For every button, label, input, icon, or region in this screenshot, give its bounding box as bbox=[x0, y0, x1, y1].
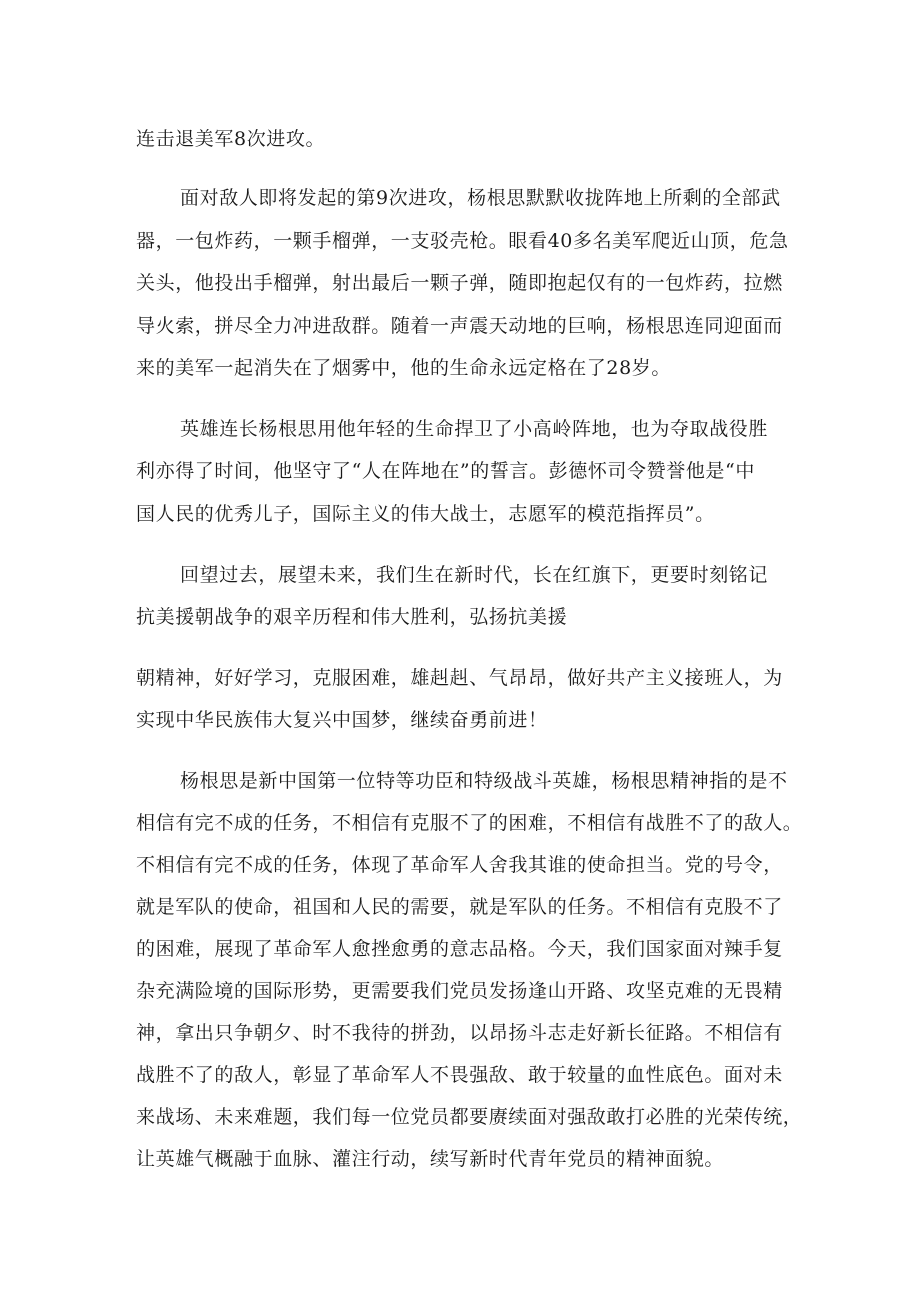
text-line: 抗美援朝战争的艰辛历程和伟大胜利，弘扬抗美援 bbox=[136, 606, 568, 628]
text-line: 英雄连长杨根思用他年轻的生命捍卫了小高岭阵地，也为夺取战役胜 bbox=[180, 418, 769, 440]
text-line: 神，拿出只争朝夕、时不我待的拼劲，以昂扬斗志走好新长征路。不相信有 bbox=[136, 1022, 783, 1044]
text-line: 利亦得了时间，他坚守了“人在阵地在”的誓言。彭德怀司令赞誉他是“中 bbox=[136, 460, 755, 482]
text-line: 回望过去，展望未来，我们生在新时代，长在红旗下，更要时刻铭记 bbox=[180, 564, 769, 586]
text-line: 朝精神，好好学习，克服困难，雄赳赳、气昂昂，做好共产主义接班人，为 bbox=[136, 667, 783, 689]
text-line: 的困难，展现了革命军人愈挫愈勇的意志品格。今天，我们国家面对辣手复 bbox=[136, 938, 783, 960]
text-line: 导火索，拼尽全力冲进敌群。随着一声震天动地的巨响，杨根思连同迎面而 bbox=[136, 315, 783, 337]
text-line: 器，一包炸药，一颗手榴弹，一支驳壳枪。眼看40多名美军爬近山顶，危急 bbox=[136, 230, 789, 252]
text-line: 不相信有完不成的任务，体现了革命军人舍我其谁的使命担当。党的号令， bbox=[136, 854, 783, 876]
text-line: 关头，他投出手榴弹，射出最后一颗子弹，随即抱起仅有的一包炸药，拉燃 bbox=[136, 272, 783, 294]
text-line: 面对敌人即将发起的第9次进攻，杨根思默默收拢阵地上所剩的全部武 bbox=[180, 187, 781, 209]
text-line: 就是军队的使命，祖国和人民的需要，就是军队的任务。不相信有克股不了 bbox=[136, 896, 783, 918]
text-line: 战胜不了的敌人，彰显了革命军人不畏强敌、敢于较量的血性底色。面对未 bbox=[136, 1064, 783, 1086]
text-line: 让英雄气概融于血脉、灌注行动，续写新时代青年党员的精神面貌。 bbox=[136, 1148, 725, 1170]
text-line: 相信有完不成的任务，不相信有克服不了的困难，不相信有战胜不了的敌人。 bbox=[136, 812, 803, 834]
text-line: 杂充满险境的国际形势，更需要我们党员发扬逢山开路、攻坚克难的无畏精 bbox=[136, 980, 783, 1002]
text-line: 来战场、未来难题，我们每一位党员都要赓续面对强敌敢打必胜的光荣传统， bbox=[136, 1106, 803, 1128]
text-line: 杨根思是新中国第一位特等功臣和特级战斗英雄，杨根思精神指的是不 bbox=[180, 770, 788, 792]
text-line: 国人民的优秀儿子，国际主义的伟大战士，志愿军的模范指挥员”。 bbox=[136, 503, 715, 525]
text-line: 实现中华民族伟大复兴中国梦，继续奋勇前进！ bbox=[136, 709, 548, 731]
text-line: 连击退美军8次进攻。 bbox=[136, 128, 326, 150]
text-line: 来的美军一起消失在了烟雾中，他的生命永远定格在了28岁。 bbox=[136, 357, 671, 379]
